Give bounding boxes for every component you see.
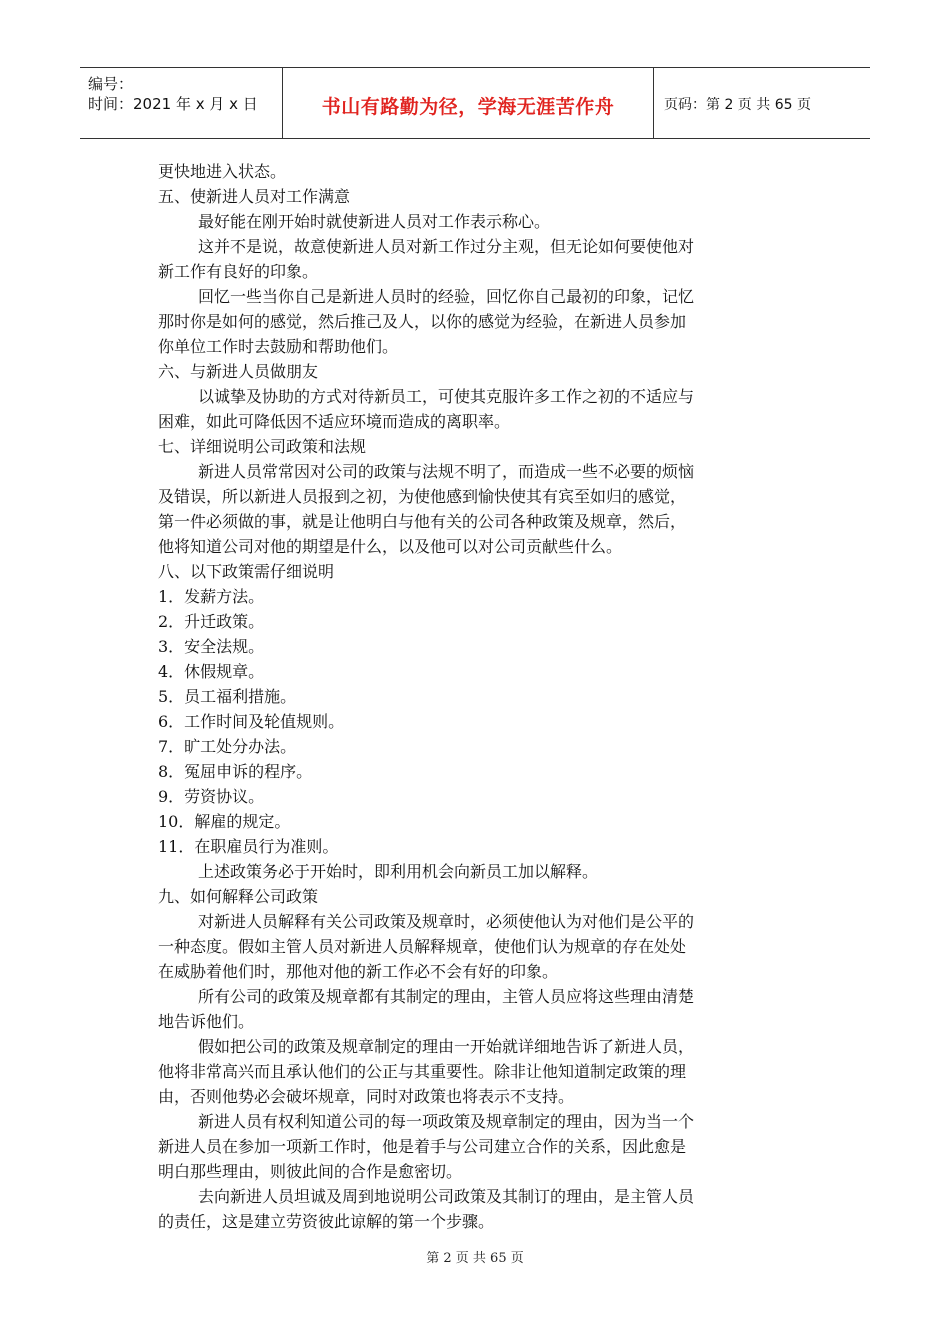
text-line: 11．在职雇员行为准则。 [158, 837, 339, 856]
page-header [80, 67, 870, 139]
header-meta-cell [80, 68, 282, 138]
text-line: 10．解雇的规定。 [158, 812, 291, 831]
text-line: 2．升迁政策。 [158, 612, 265, 631]
text-line: 在威胁着他们时，那他对他的新工作必不会有好的印象。 [158, 962, 559, 981]
text-line: 新工作有良好的印象。 [158, 262, 319, 281]
text-line: 这并不是说，故意使新进人员对新工作过分主观，但无论如何要使他对 [198, 237, 695, 256]
header-page-cell [654, 68, 870, 138]
text-line: 七、详细说明公司政策和法规 [158, 437, 367, 456]
text-line: 一种态度。假如主管人员对新进人员解释规章，使他们认为规章的存在处处 [158, 937, 687, 956]
page-footer: 第 2 页 共 65 页 [426, 1251, 524, 1266]
text-line: 困难，如此可降低因不适应环境而造成的离职率。 [158, 412, 511, 431]
text-line: 第一件必须做的事，就是让他明白与他有关的公司各种政策及规章，然后， [158, 512, 687, 531]
text-line: 去向新进人员坦诚及周到地说明公司政策及其制订的理由，是主管人员 [198, 1187, 695, 1206]
text-line: 9．劳资协议。 [158, 787, 265, 806]
text-line: 新进人员有权利知道公司的每一项政策及规章制定的理由，因为当一个 [198, 1112, 695, 1131]
text-line: 4．休假规章。 [158, 662, 265, 681]
text-line: 他将知道公司对他的期望是什么，以及他可以对公司贡献些什么。 [158, 537, 623, 556]
text-line: 更快地进入状态。 [158, 162, 287, 181]
text-line: 5．员工福利措施。 [158, 687, 297, 706]
header-page-info: 页码：第 2 页 共 65 页 [664, 97, 811, 113]
text-line: 新进人员在参加一项新工作时，他是着手与公司建立合作的关系，因此愈是 [158, 1137, 687, 1156]
text-line: 新进人员常常因对公司的政策与法规不明了，而造成一些不必要的烦恼 [198, 462, 695, 481]
text-line: 对新进人员解释有关公司政策及规章时，必须使他认为对他们是公平的 [198, 912, 695, 931]
text-line: 明白那些理由，则彼此间的合作是愈密切。 [158, 1162, 463, 1181]
document-body [158, 159, 798, 1234]
text-line: 7．旷工处分办法。 [158, 737, 297, 756]
text-line: 以诚挚及协助的方式对待新员工，可使其克服许多工作之初的不适应与 [198, 387, 695, 406]
header-motto-cell [282, 68, 654, 138]
text-line: 地告诉他们。 [158, 1012, 255, 1031]
text-line: 所有公司的政策及规章都有其制定的理由，主管人员应将这些理由清楚 [198, 987, 695, 1006]
text-line: 8．冤屈申诉的程序。 [158, 762, 313, 781]
text-line: 九、如何解释公司政策 [158, 887, 319, 906]
text-line: 那时你是如何的感觉，然后推己及人，以你的感觉为经验，在新进人员参加 [158, 312, 687, 331]
document-number-label: 编号： [88, 75, 134, 93]
document-date-label: 时间：2021 年 x 月 x 日 [88, 95, 258, 113]
header-motto: 书山有路勤为径，学海无涯苦作舟 [321, 96, 615, 118]
text-line: 五、使新进人员对工作满意 [158, 187, 351, 206]
text-line: 他将非常高兴而且承认他们的公正与其重要性。除非让他知道制定政策的理 [158, 1062, 687, 1081]
text-line: 假如把公司的政策及规章制定的理由一开始就详细地告诉了新进人员， [198, 1037, 695, 1056]
text-line: 六、与新进人员做朋友 [158, 362, 319, 381]
text-line: 由，否则他势必会破坏规章，同时对政策也将表示不支持。 [158, 1087, 575, 1106]
text-line: 3．安全法规。 [158, 637, 265, 656]
text-line: 的责任，这是建立劳资彼此谅解的第一个步骤。 [158, 1212, 495, 1231]
text-line: 最好能在刚开始时就使新进人员对工作表示称心。 [198, 212, 551, 231]
text-line: 6．工作时间及轮值规则。 [158, 712, 345, 731]
text-line: 你单位工作时去鼓励和帮助他们。 [158, 337, 399, 356]
text-line: 上述政策务必于开始时，即利用机会向新员工加以解释。 [198, 862, 599, 881]
text-line: 1．发薪方法。 [158, 587, 265, 606]
text-line: 回忆一些当你自己是新进人员时的经验，回忆你自己最初的印象，记忆 [198, 287, 695, 306]
text-line: 八、以下政策需仔细说明 [158, 562, 335, 581]
text-line: 及错误，所以新进人员报到之初，为使他感到愉快使其有宾至如归的感觉， [158, 487, 687, 506]
